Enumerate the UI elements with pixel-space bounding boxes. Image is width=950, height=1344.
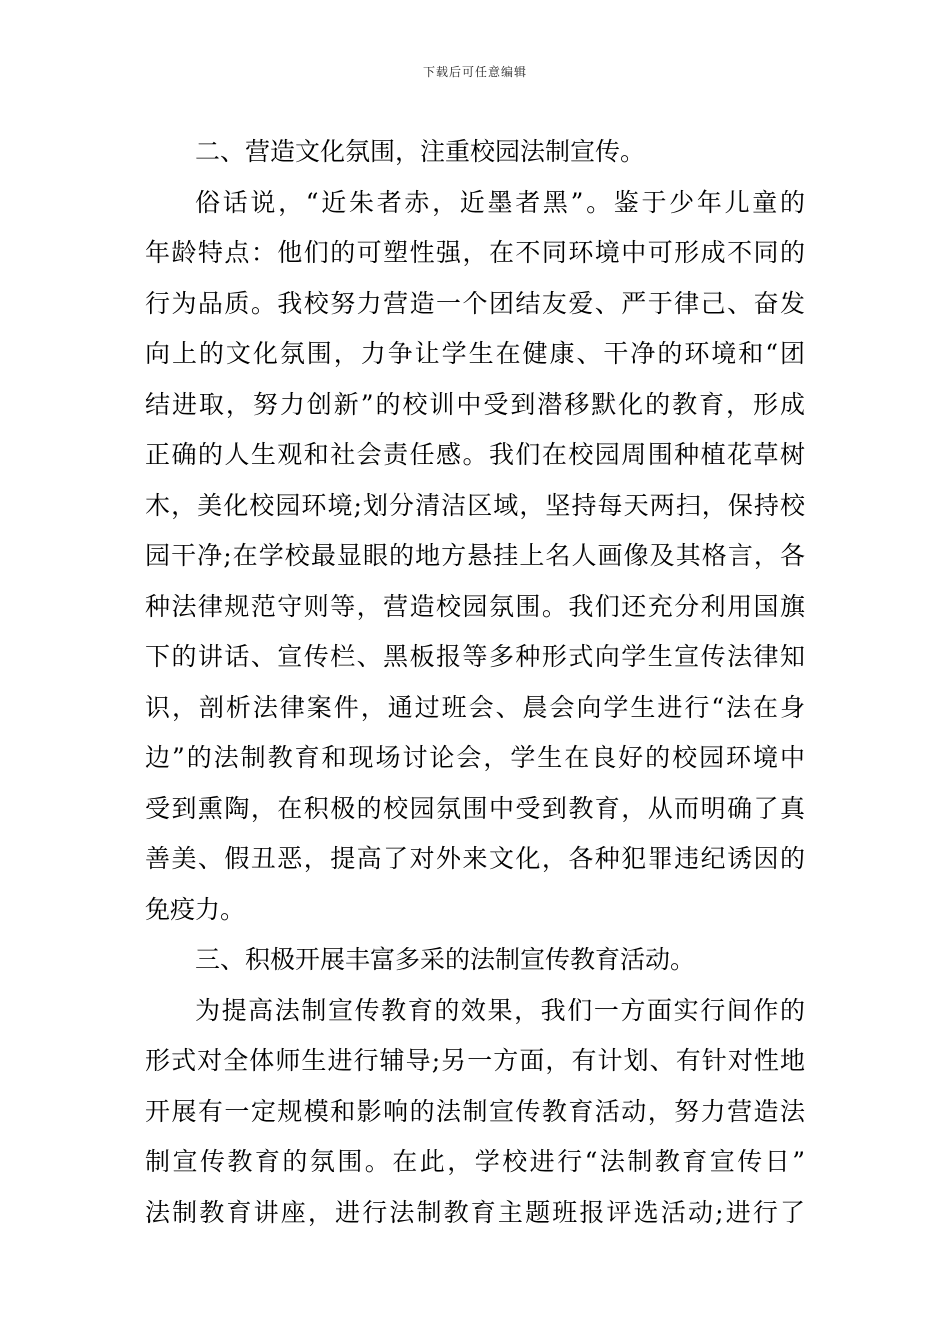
- text-line: 种法律规范守则等，营造校园氛围。我们还充分利用国旗: [145, 591, 805, 621]
- paragraph-heading-3: [145, 935, 805, 986]
- text-line: 结进取，努力创新”的校训中受到潜移默化的教育，形成: [145, 389, 805, 419]
- paragraph-3-body: [145, 986, 805, 1239]
- text-line: 俗话说，“近朱者赤，近墨者黑”。鉴于少年儿童的: [195, 187, 805, 217]
- document-body: [145, 127, 805, 1238]
- text-line: 识，剖析法律案件，通过班会、晨会向学生进行“法在身: [145, 692, 805, 722]
- text-line: 行为品质。我校努力营造一个团结友爱、严于律己、奋发: [145, 288, 805, 318]
- text-line: 木，美化校园环境;划分清洁区域，坚持每天两扫，保持校: [145, 490, 805, 520]
- text-line: 制宣传教育的氛围。在此，学校进行“法制教育宣传日”: [145, 1147, 805, 1176]
- page-header: 下载后可任意编辑: [422, 65, 527, 79]
- text-line: 向上的文化氛围，力争让学生在健康、干净的环境和“团: [145, 339, 805, 368]
- paragraph-2-body: [145, 178, 805, 936]
- paragraph-heading-2: [145, 127, 805, 178]
- text-line: 边”的法制教育和现场讨论会，学生在良好的校园环境中: [145, 743, 805, 772]
- text-line: 正确的人生观和社会责任感。我们在校园周围种植花草树: [145, 440, 805, 469]
- heading-line: 三、积极开展丰富多采的法制宣传教育活动。: [195, 945, 696, 974]
- text-line: 免疫力。: [145, 894, 246, 924]
- text-line: 下的讲话、宣传栏、黑板报等多种形式向学生宣传法律知: [145, 642, 805, 671]
- text-line: 开展有一定规模和影响的法制宣传教育活动，努力营造法: [145, 1096, 805, 1126]
- text-line: 年龄特点：他们的可塑性强，在不同环境中可形成不同的: [145, 238, 805, 267]
- text-line: 园干净;在学校最显眼的地方悬挂上名人画像及其格言，各: [145, 541, 805, 570]
- text-line: 善美、假丑恶，提高了对外来文化，各种犯罪违纪诱因的: [145, 844, 805, 873]
- text-line: 为提高法制宣传教育的效果，我们一方面实行间作的: [195, 995, 805, 1025]
- text-line: 法制教育讲座，进行法制教育主题班报评选活动;进行了: [145, 1197, 805, 1227]
- heading-line: 二、营造文化氛围，注重校园法制宣传。: [195, 137, 646, 166]
- text-line: 受到熏陶，在积极的校园氛围中受到教育，从而明确了真: [145, 793, 805, 823]
- text-line: 形式对全体师生进行辅导;另一方面，有计划、有针对性地: [145, 1046, 805, 1075]
